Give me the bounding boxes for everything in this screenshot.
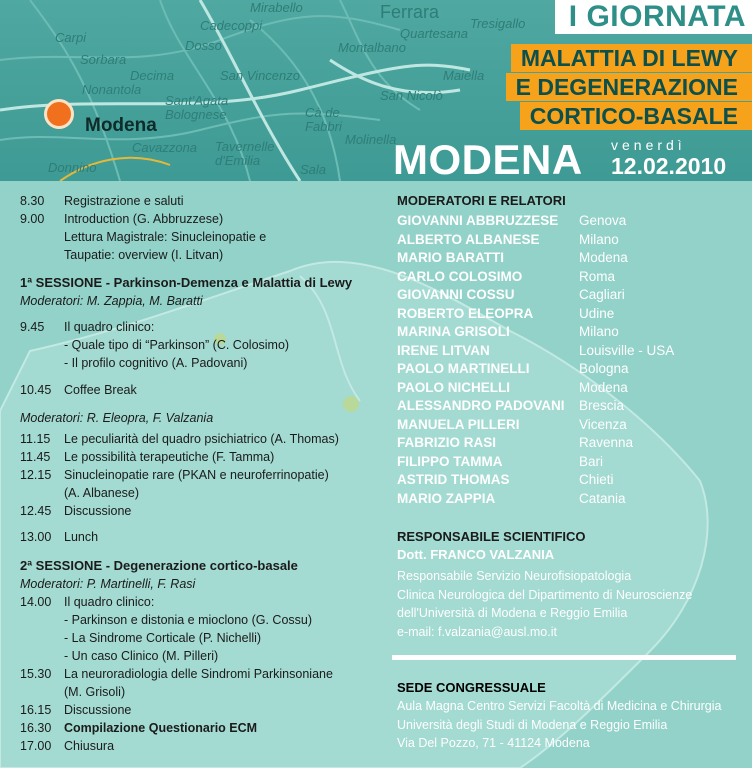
title-line-2: E DEGENERAZIONE xyxy=(506,73,752,101)
map-place-label: Cadecoppi xyxy=(200,18,263,33)
schedule-text: - Quale tipo di “Parkinson” (C. Colosimo) xyxy=(64,338,290,352)
session-1-moderators-2: Moderatori: R. Eleopra, F. Valzania xyxy=(20,411,214,425)
session-2-title: 2ª SESSIONE - Degenerazione cortico-basale xyxy=(20,558,298,573)
speaker-row xyxy=(397,305,742,324)
speaker-city: Brescia xyxy=(579,398,625,413)
map-place-label: San Vincenzo xyxy=(220,68,300,83)
map-place-label: Mirabello xyxy=(250,0,303,15)
map-place-label: Sala xyxy=(300,162,327,177)
map-place-label: Dosso xyxy=(185,38,222,53)
map-place-label: Nonantola xyxy=(82,82,142,97)
venue-line: Aula Magna Centro Servizi Facoltà di Medicina e Chirurgia xyxy=(397,699,722,713)
schedule-time: 9.00 xyxy=(20,212,45,226)
info-column xyxy=(397,192,742,641)
map-place-label: Sant'Agata Bolognese xyxy=(165,93,229,122)
speaker-row xyxy=(397,379,742,398)
city-logo-icon xyxy=(44,99,74,129)
schedule-row xyxy=(20,210,390,228)
speaker-name: MARIO ZAPPIA xyxy=(397,490,496,506)
speaker-city: Bari xyxy=(579,453,604,469)
schedule-row xyxy=(20,336,390,354)
schedule-text: Lunch xyxy=(64,530,99,544)
map-place-label: Carpi xyxy=(55,30,87,45)
speaker-row xyxy=(397,268,742,287)
speaker-name: CARLO COLOSIMO xyxy=(397,268,523,284)
speaker-row xyxy=(397,434,742,453)
schedule-text: Le possibilità terapeutiche (F. Tamma) xyxy=(64,450,275,464)
map-place-label: Tavernelle d'Emilia xyxy=(215,139,275,168)
schedule-time: 8.30 xyxy=(20,194,45,208)
schedule-text: Sinucleinopatie rare (PKAN e neuroferrinopatie) xyxy=(64,468,329,482)
schedule-row xyxy=(20,665,390,683)
speaker-name: ALESSANDRO PADOVANI xyxy=(397,398,565,413)
schedule-text: Il quadro clinico: xyxy=(64,595,155,609)
map-place-label: Cà de Fabbri xyxy=(305,105,342,134)
scientific-line: dell'Università di Modena e Reggio Emilia xyxy=(397,606,628,620)
schedule-text: - Il profilo cognitivo (A. Padovani) xyxy=(64,356,248,370)
schedule-row xyxy=(20,629,390,647)
schedule-row xyxy=(20,484,390,502)
scientific-name: Dott. FRANCO VALZANIA xyxy=(397,547,555,562)
speaker-city: Genova xyxy=(579,213,627,228)
speaker-row xyxy=(397,471,742,490)
speaker-city: Cagliari xyxy=(579,287,625,302)
speaker-row xyxy=(397,231,742,250)
session-2-moderators: Moderatori: P. Martinelli, F. Rasi xyxy=(20,577,196,591)
speakers-heading: MODERATORI E RELATORI xyxy=(397,193,566,208)
speaker-name: MANUELA PILLERI xyxy=(397,416,520,432)
schedule-row xyxy=(20,192,390,210)
title-line-3: CORTICO-BASALE xyxy=(520,102,752,130)
schedule-time: 14.00 xyxy=(20,595,52,609)
schedule-row xyxy=(20,246,390,264)
map-place-label: Ferrara xyxy=(380,2,440,22)
scientific-line: Responsabile Servizio Neurofisiopatologia xyxy=(397,569,632,583)
schedule-row xyxy=(20,354,390,372)
map-place-label: San Nicolò xyxy=(380,88,443,103)
logo-label: Modena xyxy=(85,115,157,136)
speaker-row xyxy=(397,416,742,435)
schedule-text: Compilazione Questionario ECM xyxy=(64,721,258,735)
speaker-name: FABRIZIO RASI xyxy=(397,435,497,450)
speaker-city: Milano xyxy=(579,231,619,247)
map-place-label: Cavazzona xyxy=(132,140,198,155)
speaker-city: Modena xyxy=(579,379,628,395)
schedule-text: Coffee Break xyxy=(64,383,137,397)
schedule-row xyxy=(20,502,390,520)
schedule-row xyxy=(20,228,390,246)
schedule-text: - La Sindrome Corticale (P. Nichelli) xyxy=(64,631,262,645)
speaker-city: Roma xyxy=(579,268,616,284)
schedule-text: La neuroradiologia delle Sindromi Parkinsoniane xyxy=(64,667,333,681)
day-label: I GIORNATA xyxy=(555,0,752,34)
schedule-row xyxy=(20,647,390,665)
program-schedule xyxy=(20,192,390,755)
schedule-text: - Parkinson e distonia e mioclono (G. Cossu) xyxy=(64,613,313,627)
schedule-row xyxy=(20,318,390,336)
schedule-text: Chiusura xyxy=(64,739,115,753)
event-date: 12.02.2010 xyxy=(611,153,727,179)
schedule-row xyxy=(20,683,390,701)
speaker-city: Modena xyxy=(579,250,628,265)
schedule-row xyxy=(20,737,390,755)
schedule-text: Taupatie: overview (I. Litvan) xyxy=(64,248,224,262)
speaker-city: Chieti xyxy=(579,472,614,487)
schedule-time: 12.45 xyxy=(20,504,52,518)
scientific-heading: RESPONSABILE SCIENTIFICO xyxy=(397,529,586,544)
speaker-city: Milano xyxy=(579,324,619,339)
schedule-row xyxy=(20,448,390,466)
schedule-time: 16.15 xyxy=(20,703,52,717)
schedule-time: 9.45 xyxy=(20,320,45,334)
speaker-name: PAOLO NICHELLI xyxy=(397,379,510,395)
speaker-name: GIOVANNI ABBRUZZESE xyxy=(397,213,559,228)
schedule-text: Le peculiarità del quadro psichiatrico (A. Thomas) xyxy=(64,432,339,446)
speaker-row xyxy=(397,360,742,379)
title-line-1: MALATTIA DI LEWY xyxy=(511,44,752,72)
speaker-name: FILIPPO TAMMA xyxy=(397,453,503,469)
map-place-label: Molinella xyxy=(345,132,397,147)
schedule-text: Introduction (G. Abbruzzese) xyxy=(64,212,224,226)
schedule-text: Registrazione e saluti xyxy=(64,194,184,208)
map-place-label: Donnino xyxy=(48,160,97,175)
schedule-text: Discussione xyxy=(64,703,132,717)
speaker-city: Louisville - USA xyxy=(579,342,675,358)
schedule-time: 17.00 xyxy=(20,739,52,753)
header-banner xyxy=(0,0,752,181)
map-place-label: Quartesana xyxy=(400,26,468,41)
speaker-city: Bologna xyxy=(579,361,629,376)
venue-heading: SEDE CONGRESSUALE xyxy=(397,680,546,695)
scientific-email: e-mail: f.valzania@ausl.mo.it xyxy=(397,624,557,639)
speaker-name: ALBERTO ALBANESE xyxy=(397,231,540,247)
schedule-text: (A. Albanese) xyxy=(64,486,140,500)
map-place-label: Maiella xyxy=(443,68,485,83)
schedule-time: 10.45 xyxy=(20,383,52,397)
schedule-row xyxy=(20,430,390,448)
event-city: MODENA xyxy=(393,136,583,181)
schedule-row xyxy=(20,528,390,546)
speaker-row xyxy=(397,397,742,416)
schedule-time: 11.15 xyxy=(20,432,51,446)
schedule-row xyxy=(20,466,390,484)
schedule-row xyxy=(20,719,390,737)
speaker-row xyxy=(397,249,742,268)
schedule-text: - Un caso Clinico (M. Pilleri) xyxy=(64,649,219,663)
schedule-row xyxy=(20,701,390,719)
schedule-text: Discussione xyxy=(64,504,132,518)
speaker-name: MARINA GRISOLI xyxy=(397,324,510,339)
speaker-city: Catania xyxy=(579,490,626,506)
speaker-city: Ravenna xyxy=(579,435,634,450)
speaker-row xyxy=(397,286,742,305)
scientific-line: Clinica Neurologica del Dipartimento di Neuroscienze xyxy=(397,587,693,602)
speaker-name: GIOVANNI COSSU xyxy=(397,287,515,302)
schedule-row xyxy=(20,381,390,399)
schedule-time: 16.30 xyxy=(20,721,52,735)
speaker-name: ASTRID THOMAS xyxy=(397,472,510,487)
schedule-text: (M. Grisoli) xyxy=(64,685,126,699)
venue-line: Università degli Studi di Modena e Reggio Emilia xyxy=(397,717,668,732)
map-place-label: Tresigallo xyxy=(470,16,526,31)
speaker-row xyxy=(397,453,742,472)
speaker-city: Vicenza xyxy=(579,416,627,432)
schedule-row xyxy=(20,611,390,629)
speaker-row xyxy=(397,212,742,231)
schedule-time: 12.15 xyxy=(20,468,52,482)
speaker-name: IRENE LITVAN xyxy=(397,342,490,358)
speaker-row xyxy=(397,342,742,361)
schedule-row xyxy=(20,593,390,611)
speaker-row xyxy=(397,323,742,342)
speaker-row xyxy=(397,490,742,509)
schedule-text: Il quadro clinico: xyxy=(64,320,155,334)
divider-line xyxy=(392,655,736,660)
schedule-time: 15.30 xyxy=(20,667,52,681)
schedule-time: 13.00 xyxy=(20,530,52,544)
map-place-label: Decima xyxy=(130,68,175,83)
speaker-name: PAOLO MARTINELLI xyxy=(397,361,530,376)
session-1-moderators: Moderatori: M. Zappia, M. Baratti xyxy=(20,294,203,308)
map-place-label: Montalbano xyxy=(338,40,406,55)
schedule-text: Lettura Magistrale: Sinucleinopatie e xyxy=(64,230,267,244)
speaker-name: ROBERTO ELEOPRA xyxy=(397,305,534,321)
venue-block xyxy=(397,679,742,753)
map-place-label: Sorbara xyxy=(80,52,127,67)
session-1-title: 1ª SESSIONE - Parkinson-Demenza e Malattia di Lewy xyxy=(20,275,353,290)
event-weekday: venerdì xyxy=(611,137,686,153)
venue-line: Via Del Pozzo, 71 - 41124 Modena xyxy=(397,736,590,750)
speaker-name: MARIO BARATTI xyxy=(397,250,504,265)
speaker-city: Udine xyxy=(579,305,615,321)
schedule-time: 11.45 xyxy=(20,450,51,464)
